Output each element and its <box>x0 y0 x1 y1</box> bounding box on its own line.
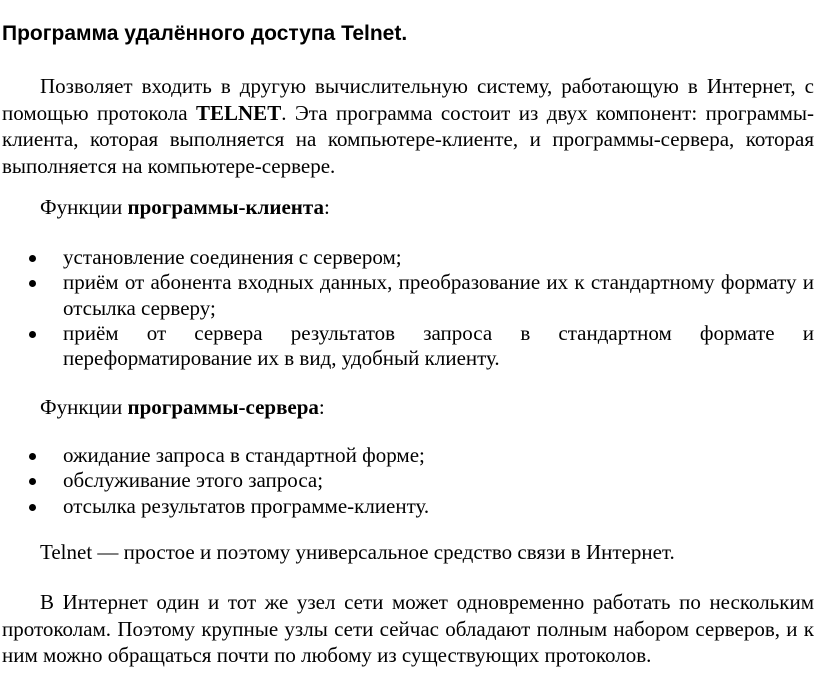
client-functions-list <box>0 245 816 371</box>
client-heading-prefix: Функции <box>40 195 128 219</box>
list-item: отсылка результатов программе-клиенту. <box>0 494 816 519</box>
intro-paragraph <box>2 73 814 179</box>
server-functions-list <box>0 443 816 519</box>
list-item: обслуживание этого запроса; <box>0 468 816 493</box>
list-item: приём от абонента входных данных, преобразование их к стандартному формату и отсылка серверу; <box>0 270 816 321</box>
list-item: приём от сервера результатов запроса в стандартном формате и переформатирование их в вид, удобный клиенту. <box>0 321 816 372</box>
protocol-name: TELNET <box>196 100 282 125</box>
server-heading-suffix: : <box>318 395 325 419</box>
summary-paragraph: Telnet — простое и поэтому универсальное средство связи в Интернет. <box>40 540 675 564</box>
intro-text-end: . Эта программа состоит из двух компонент: программы-клиента, которая выполняется на компьютере-клиенте, и программы-сервера, которая выполняется на компьютере-сервере. <box>2 100 814 178</box>
client-functions-heading <box>2 194 814 221</box>
server-functions-heading <box>2 394 814 421</box>
list-item: установление соединения с сервером; <box>0 245 816 270</box>
closing-paragraph: В Интернет один и тот же узел сети может одновременно работать по нескольким протоколам. Поэтому крупные узлы сети сейчас обладают полным набором серверов, и к ним можно обращаться почти по любому из существующих протоколов. <box>2 590 814 667</box>
list-item: ожидание запроса в стандартной форме; <box>0 443 816 468</box>
page-title: Программа удалённого доступа Telnet. <box>2 22 408 45</box>
client-heading-term: программы-клиента <box>127 195 324 219</box>
intro-text-start: Позволяет входить в другую вычислительную систему, работающую в Интернет, с помощью протокола <box>2 74 814 125</box>
client-heading-suffix: : <box>323 195 330 219</box>
server-heading-prefix: Функции <box>40 395 128 419</box>
server-heading-term: программы-сервера <box>127 395 319 419</box>
